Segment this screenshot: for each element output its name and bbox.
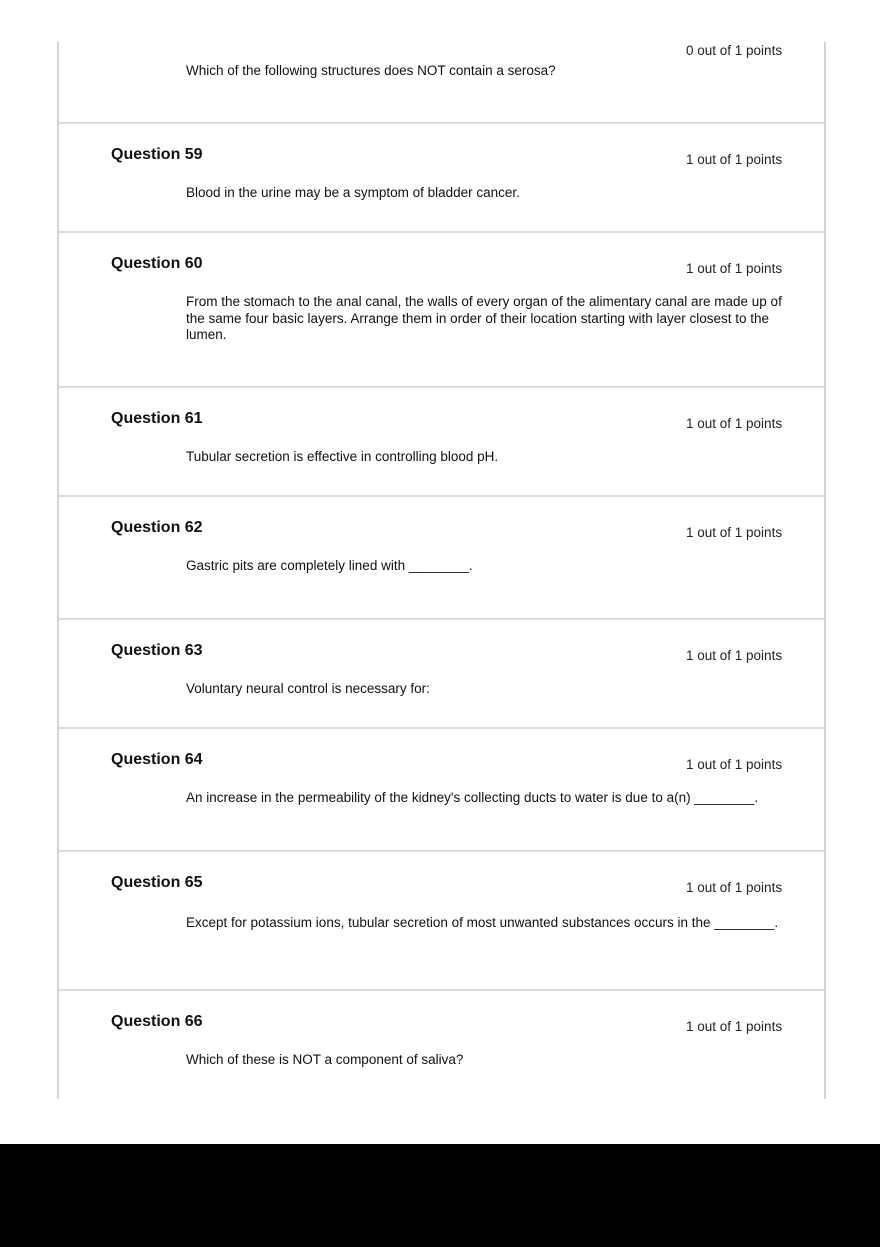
question-text: Which of these is NOT a component of saliva? <box>186 1052 464 1067</box>
question-58 <box>59 42 824 124</box>
question-title: Question 66 <box>111 1013 203 1030</box>
question-text: An increase in the permeability of the kidney's collecting ducts to water is due to a(n) ________. <box>186 790 759 805</box>
question-points: 1 out of 1 points <box>686 525 783 540</box>
question-62 <box>59 497 824 620</box>
question-60 <box>59 233 824 388</box>
question-points: 1 out of 1 points <box>686 648 783 663</box>
question-text: Tubular secretion is effective in controlling blood pH. <box>186 449 499 464</box>
question-61 <box>59 388 824 497</box>
question-text: Except for potassium ions, tubular secretion of most unwanted substances occurs in the ________. <box>186 915 779 930</box>
question-text: From the stomach to the anal canal, the walls of every organ of the alimentary canal are made up of the same four basic layers. Arrange them in order of their location starting with layer closest to the lumen. <box>186 294 782 342</box>
question-65 <box>59 852 824 991</box>
question-points: 1 out of 1 points <box>686 261 783 276</box>
question-points: 1 out of 1 points <box>686 1019 783 1034</box>
question-title: Question 59 <box>111 146 203 163</box>
question-text: Which of the following structures does NOT contain a serosa? <box>186 63 556 78</box>
question-title: Question 63 <box>111 642 203 659</box>
question-title: Question 60 <box>111 255 203 272</box>
question-66 <box>59 991 824 1099</box>
question-points: 1 out of 1 points <box>686 152 783 167</box>
question-64 <box>59 729 824 852</box>
question-title: Question 64 <box>111 751 203 768</box>
question-points: 1 out of 1 points <box>686 416 783 431</box>
question-title: Question 65 <box>111 874 203 891</box>
question-points: 0 out of 1 points <box>686 43 783 58</box>
question-text: Blood in the urine may be a symptom of bladder cancer. <box>186 185 520 200</box>
question-title: Question 62 <box>111 519 203 536</box>
question-title: Question 61 <box>111 410 203 427</box>
question-59 <box>59 124 824 233</box>
question-points: 1 out of 1 points <box>686 880 783 895</box>
question-63 <box>59 620 824 729</box>
question-text: Voluntary neural control is necessary for: <box>186 681 430 696</box>
question-points: 1 out of 1 points <box>686 757 783 772</box>
questions-container <box>57 42 826 1099</box>
question-text: Gastric pits are completely lined with ________. <box>186 558 473 573</box>
page-bottom-band <box>0 1144 880 1247</box>
